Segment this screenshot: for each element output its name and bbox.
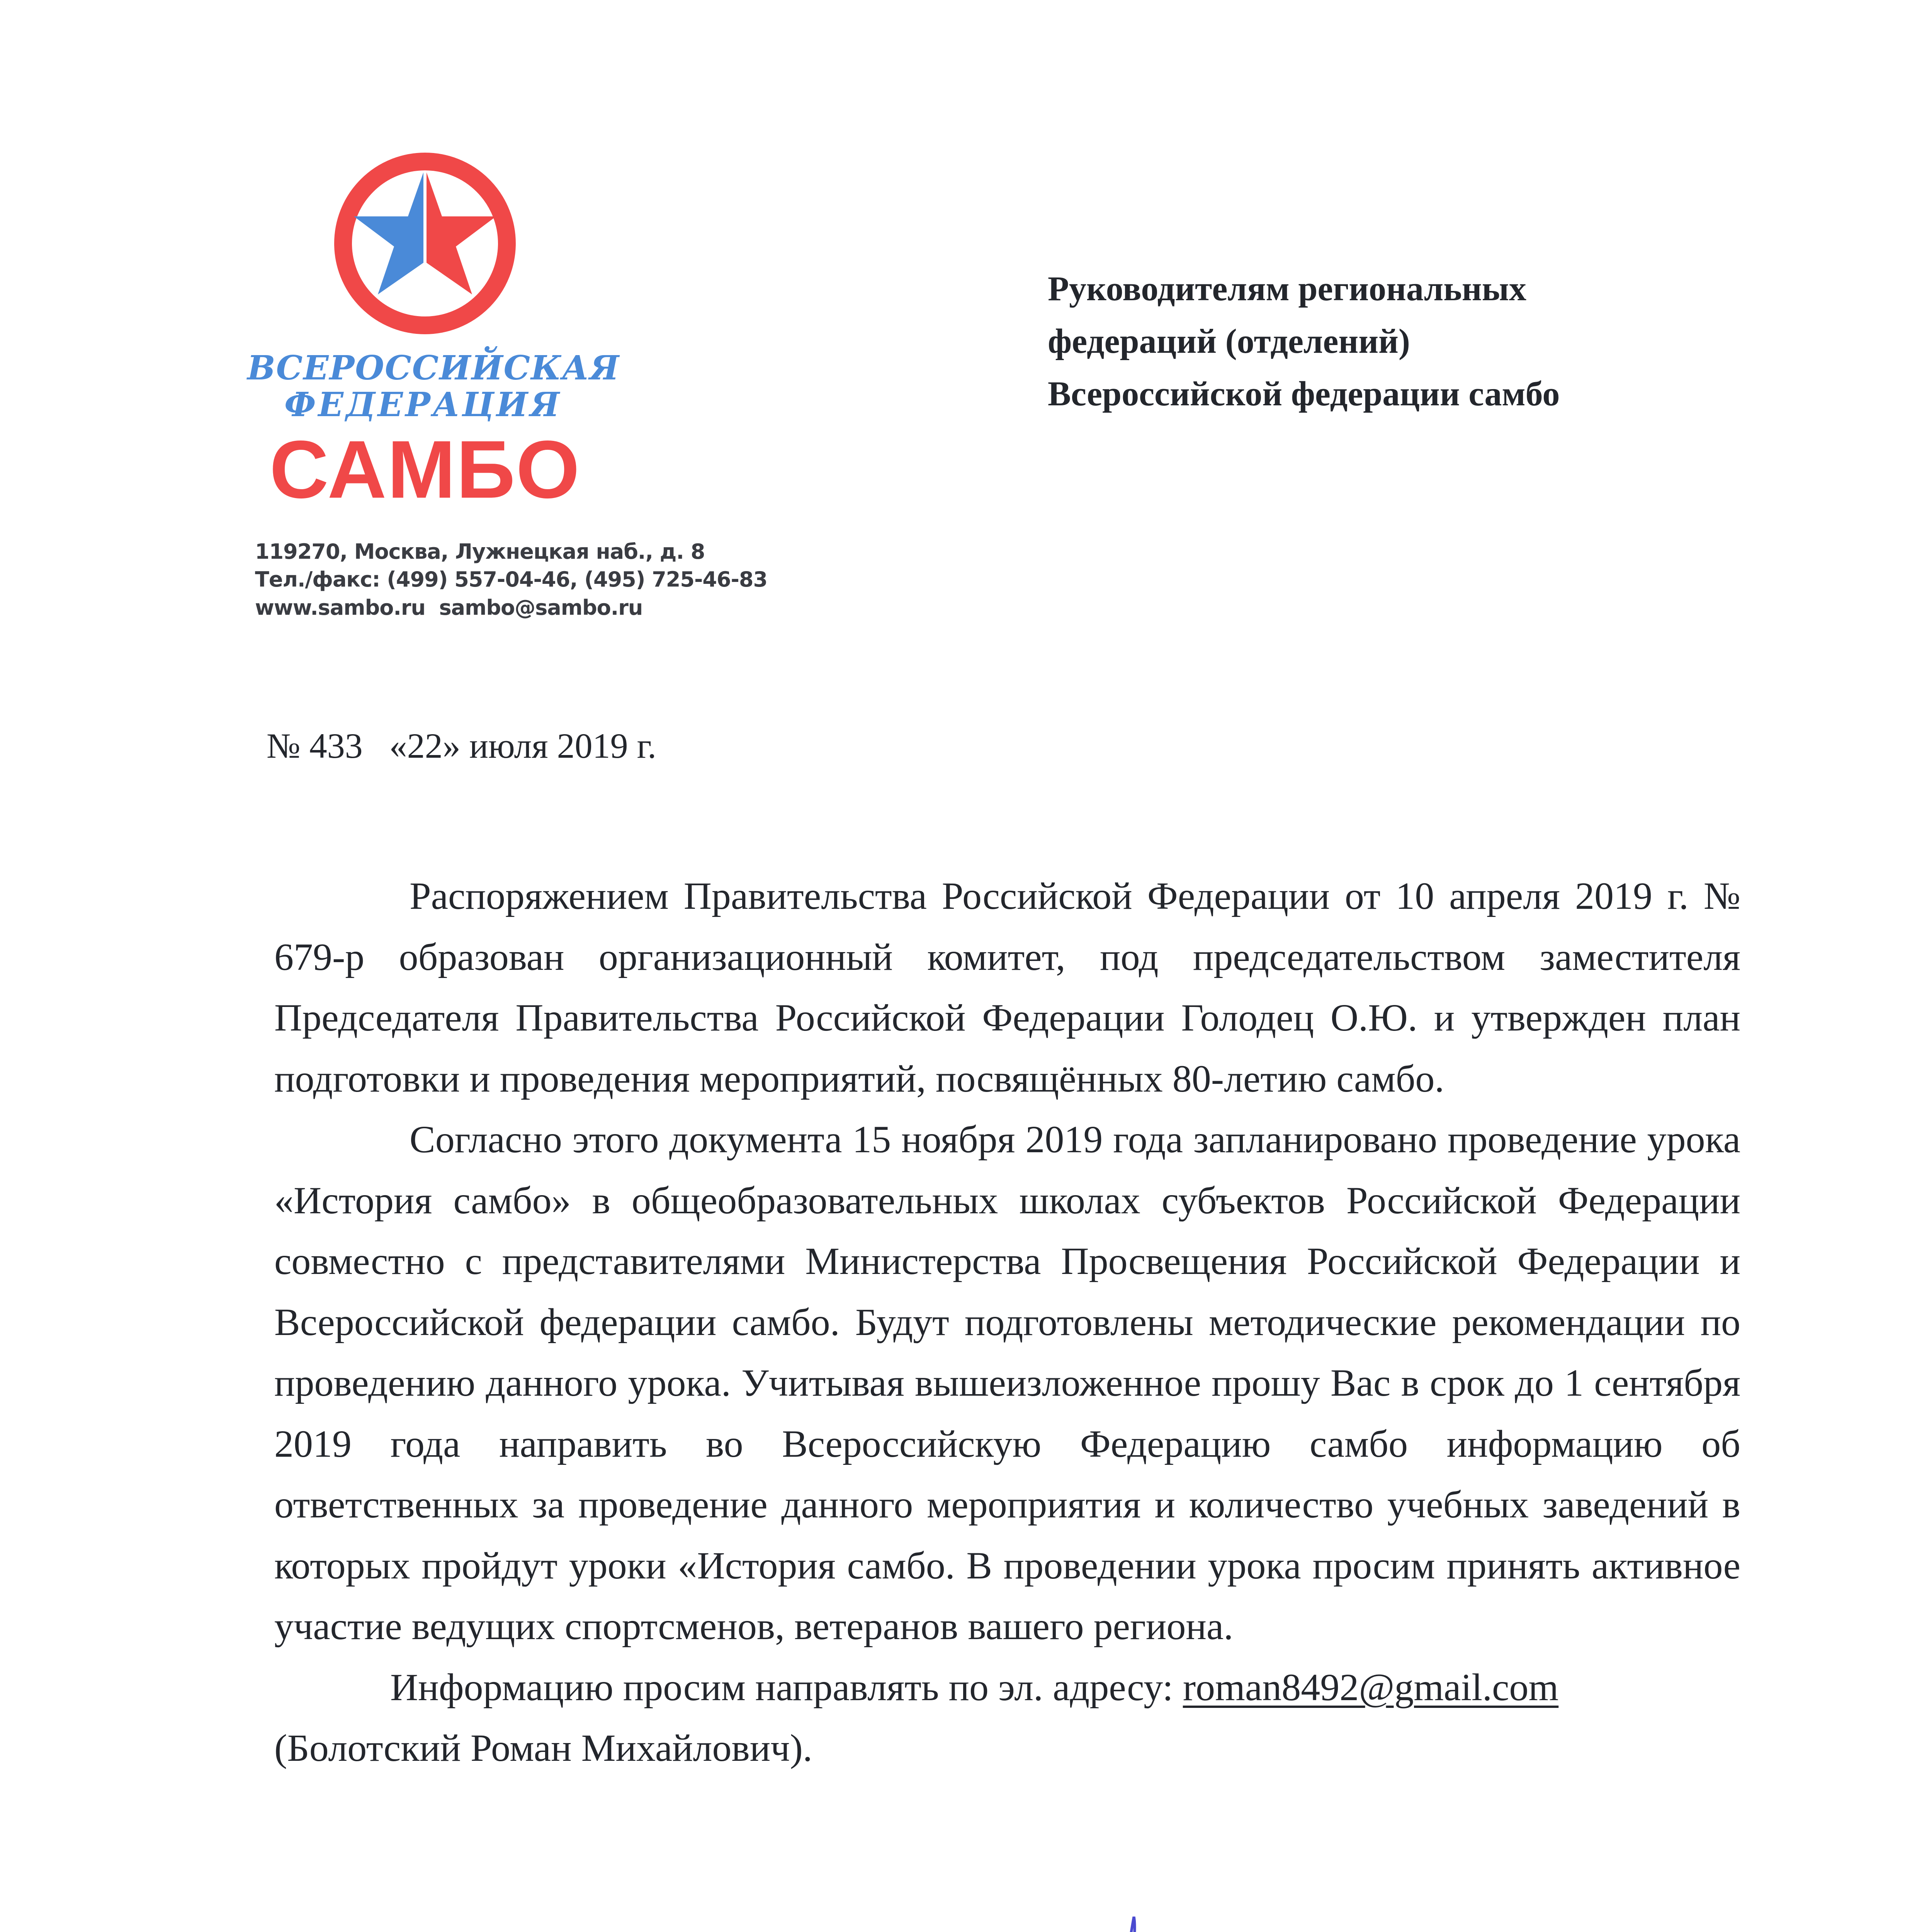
body-paragraph: Согласно этого документа 15 ноября 2019 года запланировано проведение урока «История самбо» в общеобразовательных школах субъектов Российской Федерации совместно с представителями Министерства Просвещения Российской Федерации и Всероссийской федерации самбо. Будут подготовлены методические рекомендации по проведению данного урока. Учитывая вышеизложенное прошу Вас в срок до 1 сентября 2019 года направить во Всероссийскую Федерацию самбо информацию об ответственных за проведение данного мероприятия и количество учебных заведений в которых пройдут уроки «История самбо. В проведении урока просим принять активное участие ведущих спортсменов, ветеранов вашего региона.: [274, 1118, 1740, 1648]
recipient-line: федераций (отделений): [1048, 322, 1410, 361]
body-paragraph: Распоряжением Правительства Российской Федерации от 10 апреля 2019 г. № 679-р образован организационный комитет, под председательством заместителя Председателя Правительства Российской Федерации Голодец О.Ю. и утвержден план подготовки и проведения мероприятий, посвящённых 80-летию самбо.: [274, 874, 1740, 1100]
handwritten-signature: [780, 1917, 1514, 1932]
logo-text-vserossiyskaya: ВСЕРОССИЙСКАЯ: [247, 349, 620, 388]
letter-body: [274, 866, 1740, 1779]
logo-text-federatsiya: ФЕДЕРАЦИЯ: [284, 385, 562, 424]
logo-ring: [343, 162, 507, 325]
document-number-date: № 433 «22» июля 2019 г.: [267, 726, 657, 765]
contact-web-email: www.sambo.ru sambo@sambo.ru: [255, 595, 643, 620]
signature-stroke: [1089, 1917, 1135, 1932]
logo-text-sambo: САМБО: [269, 423, 581, 515]
recipient-line: Руководителям региональных: [1048, 270, 1526, 308]
recipient-line: Всероссийской федерации самбо: [1048, 375, 1560, 413]
contact-phone: Тел./факс: (499) 557-04-46, (495) 725-46-83: [255, 567, 768, 592]
contact-paragraph: [274, 1657, 1740, 1718]
signature-stroke: [1086, 1917, 1134, 1932]
recipient-block: [1048, 263, 1560, 420]
contact-person: (Болотский Роман Михайлович).: [274, 1726, 812, 1769]
contact-email-link[interactable]: roman8492@gmail.com: [1183, 1665, 1559, 1709]
contact-prefix: Информацию просим направлять по эл. адресу:: [390, 1665, 1183, 1709]
star-in-circle-icon: [332, 151, 518, 336]
contact-address: 119270, Москва, Лужнецкая наб., д. 8: [255, 539, 705, 564]
